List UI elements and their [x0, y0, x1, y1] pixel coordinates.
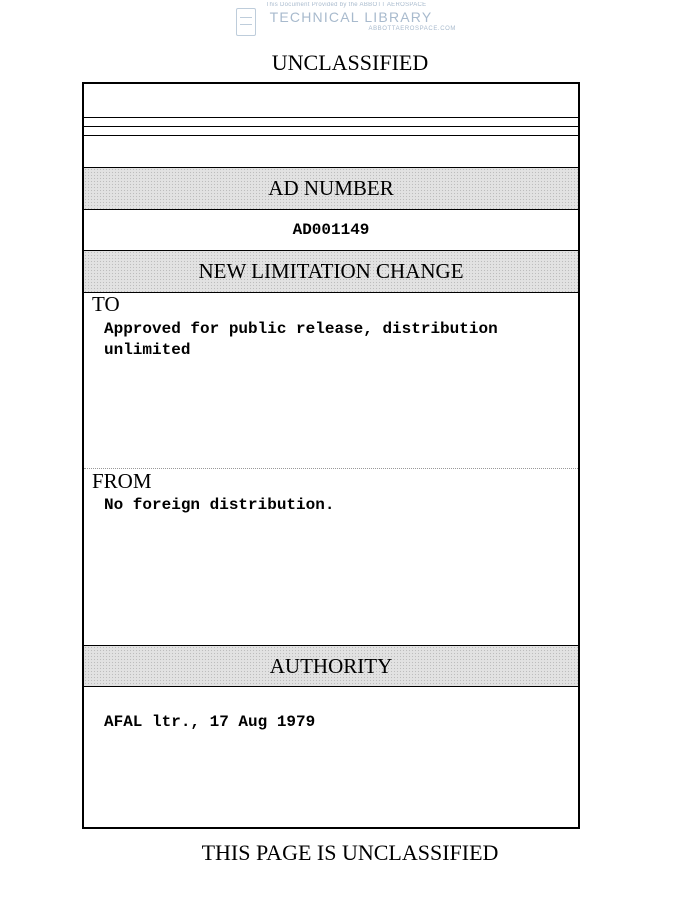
divider — [84, 686, 578, 687]
watermark-provider-text: This Document Provided by the ABBOTT AEROSPACE — [265, 2, 427, 8]
authority-heading: AUTHORITY — [84, 646, 578, 686]
to-label: TO — [92, 292, 120, 316]
ad-number-heading: AD NUMBER — [84, 168, 578, 209]
divider — [84, 135, 578, 136]
divider — [84, 126, 578, 127]
ad-number-value: AD001149 — [292, 221, 370, 239]
classification-form — [82, 82, 580, 829]
authority-text: AFAL ltr., 17 Aug 1979 — [104, 713, 316, 731]
to-text: Approved for public release, distribution unlimited — [104, 320, 498, 359]
watermark-logo — [236, 2, 456, 38]
divider — [84, 292, 578, 293]
bottom-classification: THIS PAGE IS UNCLASSIFIED — [201, 840, 499, 865]
section-separator — [84, 468, 578, 469]
divider — [84, 117, 578, 118]
top-classification: UNCLASSIFIED — [271, 50, 429, 75]
watermark-library-text: TECHNICAL LIBRARY — [269, 9, 433, 25]
watermark-url-text: ABBOTTAEROSPACE.COM — [368, 26, 456, 32]
limitation-change-heading: NEW LIMITATION CHANGE — [84, 251, 578, 292]
from-text: No foreign distribution. — [104, 496, 335, 514]
from-label: FROM — [92, 469, 152, 493]
